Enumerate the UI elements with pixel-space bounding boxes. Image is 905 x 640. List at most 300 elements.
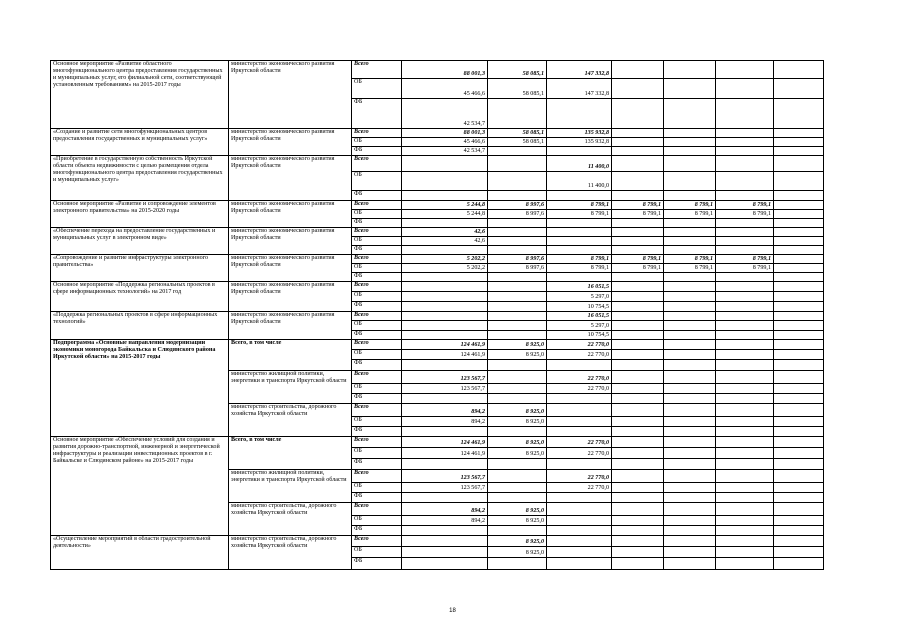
amount-cell: 8 799,1 — [664, 210, 716, 219]
amount-cell — [612, 536, 664, 547]
amount-cell — [774, 493, 824, 503]
amount-cell — [547, 228, 612, 237]
amount-cell: 16 051,5 — [547, 312, 612, 321]
funding-source-cell: ОБ — [352, 417, 402, 427]
funding-source-cell: Всего — [352, 340, 402, 350]
amount-cell — [664, 219, 716, 228]
amount-cell — [402, 427, 488, 437]
funding-source-cell: ФБ — [352, 246, 402, 255]
amount-cell — [774, 371, 824, 384]
amount-cell: 8 799,1 — [664, 264, 716, 273]
funding-source-cell: ОБ — [352, 483, 402, 493]
amount-cell — [774, 219, 824, 228]
amount-cell — [664, 292, 716, 302]
executor-cell: Всего, в том числе — [229, 340, 352, 371]
amount-cell — [664, 558, 716, 570]
amount-cell: 8 925,0 — [488, 503, 547, 516]
executor-cell: министерство экономического развития Иркутской области — [229, 61, 352, 129]
funding-source-cell: ФБ — [352, 219, 402, 228]
amount-cell — [716, 228, 774, 237]
amount-cell — [547, 516, 612, 526]
amount-cell — [774, 483, 824, 493]
amount-cell — [402, 246, 488, 255]
amount-cell — [774, 448, 824, 459]
amount-cell — [664, 237, 716, 246]
amount-cell — [774, 417, 824, 427]
amount-cell: 5 202,2 — [402, 255, 488, 264]
amount-cell: 8 799,1 — [547, 255, 612, 264]
amount-cell: 124 461,9 — [402, 448, 488, 459]
amount-cell: 11 400,0 — [547, 172, 612, 191]
funding-source-cell: Всего — [352, 156, 402, 172]
funding-source-cell: ФБ — [352, 360, 402, 371]
amount-cell — [488, 147, 547, 156]
amount-cell — [774, 536, 824, 547]
amount-cell — [664, 437, 716, 448]
amount-cell — [716, 191, 774, 201]
amount-cell — [664, 459, 716, 470]
amount-cell — [716, 237, 774, 246]
program-name-cell: «Поддержка региональных проектов в сфере информационных технологий» — [51, 312, 229, 340]
amount-cell: 8 997,6 — [488, 201, 547, 210]
amount-cell — [716, 404, 774, 417]
funding-source-cell: ФБ — [352, 558, 402, 570]
amount-cell — [716, 360, 774, 371]
funding-source-cell: Всего — [352, 201, 402, 210]
amount-cell — [612, 493, 664, 503]
amount-cell — [488, 156, 547, 172]
amount-cell — [488, 246, 547, 255]
amount-cell — [774, 394, 824, 404]
amount-cell: 8 925,0 — [488, 547, 547, 558]
amount-cell — [547, 191, 612, 201]
amount-cell — [774, 255, 824, 264]
amount-cell — [716, 459, 774, 470]
amount-cell — [488, 558, 547, 570]
amount-cell — [774, 404, 824, 417]
amount-cell — [612, 228, 664, 237]
funding-source-cell: ФБ — [352, 191, 402, 201]
funding-source-cell: ОБ — [352, 384, 402, 394]
amount-cell: 8 799,1 — [664, 201, 716, 210]
amount-cell — [774, 558, 824, 570]
amount-cell: 894,2 — [402, 503, 488, 516]
amount-cell: 894,2 — [402, 404, 488, 417]
executor-cell: министерство жилищной политики, энергетики и транспорта Иркутской области — [229, 371, 352, 404]
amount-cell — [664, 228, 716, 237]
amount-cell: 147 332,8 — [547, 61, 612, 79]
amount-cell — [612, 156, 664, 172]
amount-cell — [664, 172, 716, 191]
executor-cell: министерство экономического развития Иркутской области — [229, 312, 352, 340]
amount-cell — [612, 470, 664, 483]
amount-cell — [716, 493, 774, 503]
amount-cell: 123 567,7 — [402, 371, 488, 384]
executor-cell: министерство экономического развития Иркутской области — [229, 156, 352, 201]
amount-cell — [547, 147, 612, 156]
amount-cell — [716, 558, 774, 570]
amount-cell — [716, 292, 774, 302]
amount-cell: 5 244,8 — [402, 201, 488, 210]
amount-cell — [716, 302, 774, 312]
amount-cell — [664, 129, 716, 138]
amount-cell — [612, 516, 664, 526]
amount-cell: 58 085,1 — [488, 79, 547, 99]
table-row — [51, 201, 824, 210]
amount-cell — [664, 483, 716, 493]
amount-cell — [612, 427, 664, 437]
amount-cell — [612, 129, 664, 138]
amount-cell — [664, 547, 716, 558]
amount-cell — [488, 237, 547, 246]
amount-cell — [716, 503, 774, 516]
table-row — [51, 255, 824, 264]
funding-source-cell: Всего — [352, 228, 402, 237]
amount-cell — [716, 99, 774, 129]
amount-cell — [547, 503, 612, 516]
funding-source-cell: ОБ — [352, 264, 402, 273]
amount-cell — [612, 273, 664, 282]
amount-cell — [716, 340, 774, 350]
amount-cell — [488, 219, 547, 228]
amount-cell — [488, 493, 547, 503]
amount-cell — [612, 292, 664, 302]
amount-cell — [612, 384, 664, 394]
amount-cell: 8 925,0 — [488, 340, 547, 350]
amount-cell — [488, 526, 547, 536]
amount-cell — [664, 156, 716, 172]
amount-cell — [716, 156, 774, 172]
funding-source-cell: ОБ — [352, 547, 402, 558]
amount-cell — [612, 371, 664, 384]
page-number: 18 — [449, 608, 456, 614]
amount-cell — [716, 129, 774, 138]
amount-cell — [402, 172, 488, 191]
amount-cell — [547, 493, 612, 503]
amount-cell — [774, 138, 824, 147]
table-row — [51, 228, 824, 237]
program-name-cell: «Приобретение в государственную собственность Иркутской области объекта недвижимости с целью размещения отдела многофункционального центра предоставления государственных и муниципальных услуг» — [51, 156, 229, 201]
amount-cell — [402, 321, 488, 331]
budget-table-body — [51, 61, 824, 570]
amount-cell — [488, 394, 547, 404]
amount-cell — [774, 384, 824, 394]
amount-cell — [716, 516, 774, 526]
amount-cell — [612, 404, 664, 417]
amount-cell: 88 001,3 — [402, 129, 488, 138]
amount-cell — [547, 273, 612, 282]
amount-cell: 8 925,0 — [488, 448, 547, 459]
amount-cell — [774, 191, 824, 201]
amount-cell: 135 932,8 — [547, 129, 612, 138]
funding-source-cell: Всего — [352, 255, 402, 264]
executor-cell: министерство экономического развития Иркутской области — [229, 201, 352, 228]
amount-cell — [774, 312, 824, 321]
funding-source-cell: Всего — [352, 129, 402, 138]
table-row — [51, 156, 824, 172]
amount-cell: 135 932,8 — [547, 138, 612, 147]
amount-cell — [402, 558, 488, 570]
funding-source-cell: ОБ — [352, 448, 402, 459]
funding-source-cell: Всего — [352, 437, 402, 448]
amount-cell — [664, 503, 716, 516]
amount-cell — [716, 282, 774, 292]
amount-cell: 10 754,5 — [547, 331, 612, 340]
amount-cell — [612, 503, 664, 516]
executor-cell: министерство экономического развития Иркутской области — [229, 228, 352, 255]
amount-cell: 22 770,0 — [547, 371, 612, 384]
amount-cell — [664, 404, 716, 417]
amount-cell — [612, 61, 664, 79]
amount-cell: 42,6 — [402, 237, 488, 246]
table-row — [51, 61, 824, 79]
amount-cell — [488, 483, 547, 493]
amount-cell — [664, 427, 716, 437]
amount-cell — [402, 331, 488, 340]
amount-cell — [716, 547, 774, 558]
amount-cell — [612, 331, 664, 340]
amount-cell — [664, 340, 716, 350]
amount-cell: 8 997,6 — [488, 255, 547, 264]
amount-cell — [488, 228, 547, 237]
amount-cell — [488, 321, 547, 331]
executor-cell: министерство экономического развития Иркутской области — [229, 255, 352, 282]
amount-cell — [664, 191, 716, 201]
amount-cell — [716, 526, 774, 536]
amount-cell — [716, 470, 774, 483]
program-name-cell: «Обеспечение перехода на предоставление государственных и муниципальных услуг в электронном виде» — [51, 228, 229, 255]
amount-cell — [774, 147, 824, 156]
amount-cell — [402, 547, 488, 558]
program-name-cell: Основное мероприятие «Развитие и сопровождение элементов электронного правительства» на 2015-2020 годы — [51, 201, 229, 228]
amount-cell — [716, 417, 774, 427]
table-row — [51, 340, 824, 350]
amount-cell: 5 297,0 — [547, 292, 612, 302]
executor-cell: министерство экономического развития Иркутской области — [229, 282, 352, 312]
amount-cell — [612, 483, 664, 493]
amount-cell — [402, 191, 488, 201]
funding-source-cell: Всего — [352, 404, 402, 417]
amount-cell — [664, 99, 716, 129]
amount-cell — [488, 99, 547, 129]
amount-cell — [774, 340, 824, 350]
amount-cell — [774, 273, 824, 282]
amount-cell — [716, 61, 774, 79]
amount-cell — [716, 437, 774, 448]
amount-cell — [716, 536, 774, 547]
amount-cell: 22 770,0 — [547, 437, 612, 448]
funding-source-cell: ФБ — [352, 394, 402, 404]
amount-cell — [488, 312, 547, 321]
amount-cell — [774, 360, 824, 371]
amount-cell — [716, 371, 774, 384]
amount-cell — [547, 219, 612, 228]
amount-cell: 22 770,0 — [547, 470, 612, 483]
amount-cell: 42 534,7 — [402, 99, 488, 129]
amount-cell: 123 567,7 — [402, 384, 488, 394]
amount-cell — [774, 547, 824, 558]
amount-cell — [612, 138, 664, 147]
executor-cell: министерство жилищной политики, энергетики и транспорта Иркутской области — [229, 470, 352, 503]
amount-cell: 8 799,1 — [716, 264, 774, 273]
amount-cell — [612, 340, 664, 350]
amount-cell: 16 051,5 — [547, 282, 612, 292]
amount-cell — [612, 558, 664, 570]
amount-cell — [716, 321, 774, 331]
funding-source-cell: ОБ — [352, 292, 402, 302]
amount-cell — [547, 417, 612, 427]
amount-cell — [488, 302, 547, 312]
amount-cell — [774, 350, 824, 360]
funding-source-cell: ФБ — [352, 459, 402, 470]
amount-cell — [402, 219, 488, 228]
amount-cell — [774, 292, 824, 302]
funding-source-cell: ФБ — [352, 273, 402, 282]
amount-cell: 894,2 — [402, 417, 488, 427]
amount-cell: 58 085,1 — [488, 61, 547, 79]
amount-cell: 123 567,7 — [402, 470, 488, 483]
amount-cell — [664, 371, 716, 384]
amount-cell — [774, 264, 824, 273]
funding-source-cell: ОБ — [352, 321, 402, 331]
amount-cell — [664, 321, 716, 331]
amount-cell — [774, 201, 824, 210]
amount-cell — [612, 360, 664, 371]
amount-cell: 123 567,7 — [402, 483, 488, 493]
amount-cell — [664, 516, 716, 526]
amount-cell — [488, 331, 547, 340]
amount-cell: 22 770,0 — [547, 340, 612, 350]
amount-cell — [664, 79, 716, 99]
amount-cell: 8 925,0 — [488, 404, 547, 417]
funding-source-cell: ФБ — [352, 493, 402, 503]
amount-cell — [547, 99, 612, 129]
amount-cell — [488, 172, 547, 191]
amount-cell — [488, 470, 547, 483]
amount-cell — [774, 437, 824, 448]
table-row — [51, 536, 824, 547]
amount-cell — [774, 470, 824, 483]
amount-cell — [612, 172, 664, 191]
funding-source-cell: ФБ — [352, 99, 402, 129]
amount-cell — [664, 448, 716, 459]
amount-cell: 42,6 — [402, 228, 488, 237]
amount-cell — [612, 417, 664, 427]
amount-cell: 8 925,0 — [488, 437, 547, 448]
table-row — [51, 437, 824, 448]
table-row — [51, 129, 824, 138]
amount-cell — [774, 321, 824, 331]
amount-cell — [612, 219, 664, 228]
amount-cell — [612, 547, 664, 558]
amount-cell — [612, 237, 664, 246]
funding-source-cell: Всего — [352, 282, 402, 292]
amount-cell — [612, 448, 664, 459]
funding-source-cell: ФБ — [352, 526, 402, 536]
funding-source-cell: Всего — [352, 503, 402, 516]
amount-cell — [774, 129, 824, 138]
amount-cell — [612, 321, 664, 331]
executor-cell: Всего, в том числе — [229, 437, 352, 470]
amount-cell — [664, 470, 716, 483]
executor-cell: министерство строительства, дорожного хозяйства Иркутской области — [229, 404, 352, 437]
amount-cell — [612, 282, 664, 292]
amount-cell: 58 085,1 — [488, 129, 547, 138]
amount-cell — [402, 273, 488, 282]
amount-cell — [547, 394, 612, 404]
amount-cell — [664, 394, 716, 404]
funding-source-cell: ФБ — [352, 427, 402, 437]
amount-cell — [612, 99, 664, 129]
funding-source-cell: ОБ — [352, 237, 402, 246]
amount-cell — [664, 273, 716, 282]
amount-cell — [664, 246, 716, 255]
funding-source-cell: ФБ — [352, 302, 402, 312]
amount-cell: 8 799,1 — [716, 255, 774, 264]
amount-cell — [774, 526, 824, 536]
amount-cell — [716, 172, 774, 191]
table-row — [51, 312, 824, 321]
amount-cell: 8 799,1 — [547, 210, 612, 219]
amount-cell: 8 799,1 — [664, 255, 716, 264]
amount-cell — [664, 331, 716, 340]
amount-cell — [664, 302, 716, 312]
amount-cell — [664, 61, 716, 79]
amount-cell — [774, 282, 824, 292]
amount-cell — [488, 282, 547, 292]
amount-cell — [402, 282, 488, 292]
amount-cell — [488, 384, 547, 394]
amount-cell — [664, 384, 716, 394]
amount-cell — [716, 350, 774, 360]
program-name-cell: Подпрограмма «Основные направления модернизации экономики моногорода Байкальска и Слюдянского района Иркутской области» на 2015-2017 годы — [51, 340, 229, 437]
amount-cell: 5 202,2 — [402, 264, 488, 273]
amount-cell — [547, 237, 612, 246]
funding-source-cell: Всего — [352, 61, 402, 79]
amount-cell — [774, 99, 824, 129]
amount-cell: 124 461,9 — [402, 340, 488, 350]
budget-table — [50, 60, 824, 570]
amount-cell — [488, 360, 547, 371]
funding-source-cell: Всего — [352, 470, 402, 483]
amount-cell: 8 799,1 — [612, 201, 664, 210]
funding-source-cell: Всего — [352, 371, 402, 384]
amount-cell: 88 001,3 — [402, 61, 488, 79]
amount-cell — [488, 459, 547, 470]
amount-cell: 8 925,0 — [488, 516, 547, 526]
amount-cell — [547, 427, 612, 437]
funding-source-cell: ОБ — [352, 138, 402, 147]
program-name-cell: Основное мероприятие «Развитие областного многофункционального центра предоставления государственных и муниципальных услуг, его филиальной сети, соответствующей установленным требованиям» на 2015-2017 годы — [51, 61, 229, 129]
executor-cell: министерство экономического развития Иркутской области — [229, 129, 352, 156]
amount-cell: 42 534,7 — [402, 147, 488, 156]
amount-cell: 147 332,8 — [547, 79, 612, 99]
amount-cell — [774, 79, 824, 99]
amount-cell — [664, 526, 716, 536]
amount-cell — [664, 493, 716, 503]
amount-cell — [547, 360, 612, 371]
funding-source-cell: ОБ — [352, 516, 402, 526]
amount-cell: 5 244,8 — [402, 210, 488, 219]
amount-cell — [547, 459, 612, 470]
amount-cell — [402, 312, 488, 321]
amount-cell — [664, 138, 716, 147]
amount-cell — [774, 246, 824, 255]
amount-cell — [664, 312, 716, 321]
amount-cell — [612, 302, 664, 312]
amount-cell: 8 997,6 — [488, 210, 547, 219]
program-name-cell: Основное мероприятие «Обеспечение условий для создания и развития дорожно-транспортной, инженерной и энергетической инфраструктуры и реализации инвестиционных проектов в г. Байкальске и Слюдянском районе» на 2015-2017 годы — [51, 437, 229, 536]
